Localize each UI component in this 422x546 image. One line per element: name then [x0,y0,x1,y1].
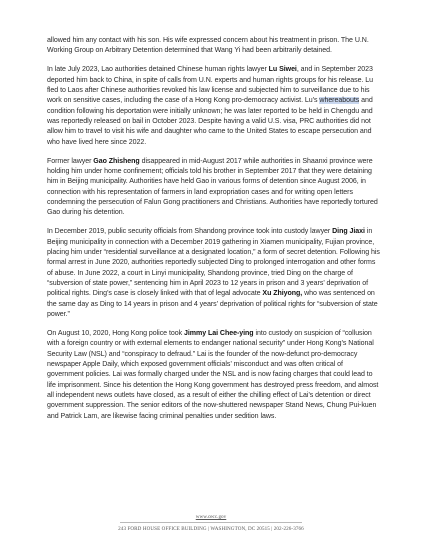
paragraph-text: into custody on suspicion of “collusion with a foreign country or with external elements to endanger national security” under Hong Kong’s National Security Law (NSL) and “conspiracy to defraud.” Lai is the founder of the now-defunct pro-democracy newspaper Apple Daily, which exposed government officials’ misconduct and was often critical of government policies. Lai was formally charged under the NSL and is now facing charges that could lead to life imprisonment. Since his detention the Hong Kong government has destroyed press freedom, and almost all independent news outlets have closed, as a result of either the chilling effect of Lai’s detention or direct government suppression. The senior editors of the now-shuttered newspaper Stand News, Chung Pui-kuen and Patrick Lam, are likewise facing criminal penalties under sedition laws. [47,329,379,420]
footer-website-link[interactable]: www.cecc.gov [195,514,227,520]
paragraph-ding-jiaxi [47,227,381,320]
footer-address: 243 FORD HOUSE OFFICE BUILDING | WASHINGTON, DC 20515 | 202-226-3766 [118,526,304,532]
bold-name-lu-siwei: Lu Siwei [268,66,297,74]
bold-name-gao-zhisheng: Gao Zhisheng [93,157,140,165]
bold-name-ding-jiaxi: Ding Jiaxi [332,228,365,236]
document-body [47,36,381,431]
paragraph-text: In late July 2023, Lao authorities detained Chinese human rights lawyer [47,66,269,74]
bold-name-jimmy-lai: Jimmy Lai Chee-ying [183,329,254,337]
paragraph-text: who was sentenced on the same day as Ding to 14 years in prison and 4 years’ deprivation of political rights for “subversion of state power.” [47,290,378,319]
paragraph-lu-siwei [47,65,381,148]
paragraph-text: On August 10, 2020, Hong Kong police took [47,329,184,337]
paragraph-jimmy-lai [47,329,381,422]
paragraph-text: in Beijing municipality in connection with a December 2019 gathering in Xiamen municipality, Fujian province, placing him under “residential surveillance at a designated location,” a form of secret detention. Following his formal arrest in June 2020, authorities reportedly subjected Ding to prolonged interrogation and other forms of abuse. In June 2022, a court in Linyi municipality, Shandong province, tried Ding on the charge of “subversion of state power,” sentencing him in April 2023 to 12 years in prison and 3 years’ deprivation of political rights. Ding’s case is closely linked with that of legal advocate [47,228,380,298]
paragraph-wang-yi [47,36,381,57]
paragraph-text: In December 2019, public security officials from Shandong province took into custody lawyer [47,228,333,236]
paragraph-text: , and in September 2023 deported him back to China, in spite of calls from U.N. experts and human rights groups for his release. Lu fled to Laos after Chinese authorities revoked his law license and subjected him to surveillance due to his work on sensitive cases, including the case of a Hong Kong pro-democracy activist. Lu’s [47,66,374,105]
paragraph-text: disappeared in mid-August 2017 while authorities in Shaanxi province were holding him under home confinement; officials told his brother in September 2017 that they were detaining him in Beijing municipality. Authorities have held Gao in various forms of detention since August 2006, in connection with his representation of farmers in land expropriation cases and for writing open letters condemning the persecution of Falun Gong practitioners and Christians. Authorities have reportedly tortured Gao during his detention. [47,157,378,217]
paragraph-text: Former lawyer [47,157,94,165]
bold-name-xu-zhiyong: Xu Zhiyong, [262,290,303,298]
footer-divider [120,522,302,523]
paragraph-gao-zhisheng [47,157,381,219]
highlighted-word[interactable]: whereabouts [319,97,360,105]
paragraph-text: and condition following his deportation were initially unknown; he was later reported to be held in Chengdu and was reportedly released on bail in October 2023. Despite having a valid U.S. visa, PRC authorities did not allow him to travel to visit his wife and daughter who came to the United States to escape persecution and who have lived here since 2022. [47,97,373,146]
paragraph-text: allowed him any contact with his son. His wife expressed concern about his treatment in prison. The U.N. Working Group on Arbitrary Detention determined that Wang Yi had been arbitrarily detained. [47,37,369,55]
